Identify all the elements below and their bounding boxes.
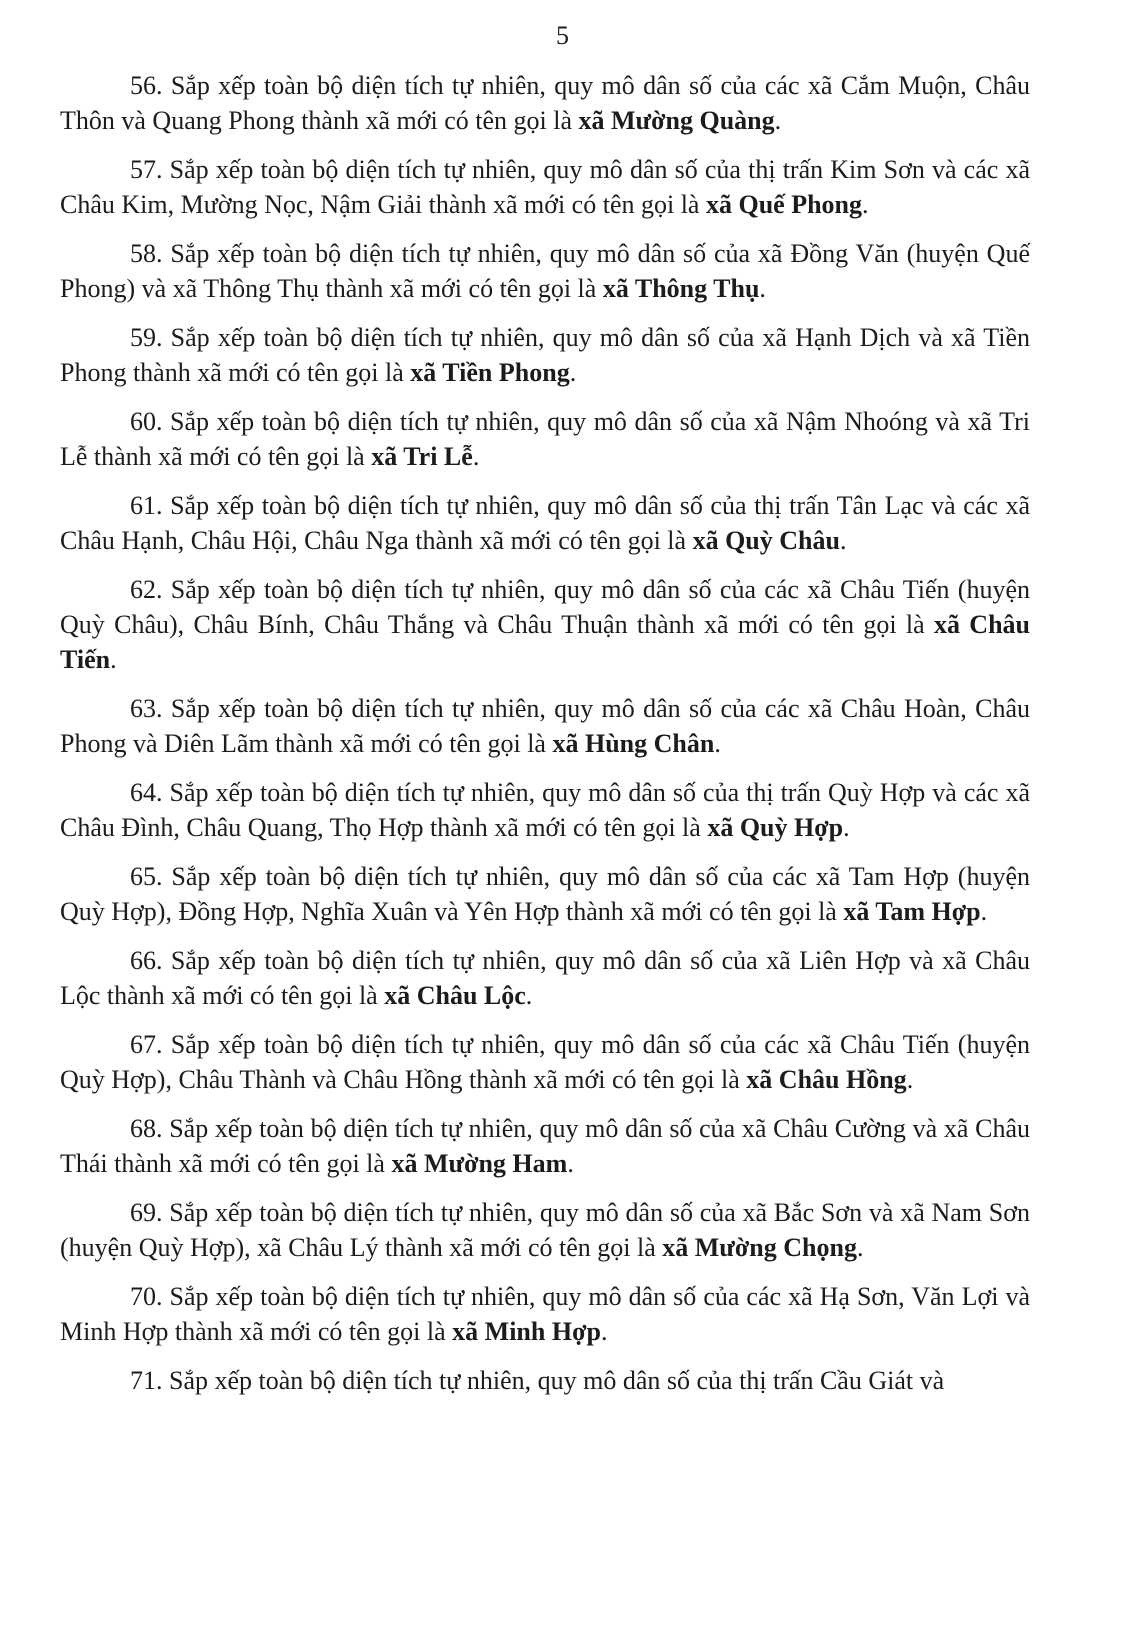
paragraph-71: 71. Sắp xếp toàn bộ diện tích tự nhiên, quy mô dân số của thị trấn Cầu Giát và — [130, 1366, 945, 1395]
paragraph-61: 61. Sắp xếp toàn bộ diện tích tự nhiên, quy mô dân số của thị trấn Tân Lạc và các xã Châu Hạnh, Châu Hội, Châu Nga thành xã mới có tên gọi là xã Quỳ Châu. — [60, 491, 1030, 555]
page-number: 5 — [556, 21, 569, 50]
paragraph-59: 59. Sắp xếp toàn bộ diện tích tự nhiên, quy mô dân số của xã Hạnh Dịch và xã Tiền Phong thành xã mới có tên gọi là xã Tiền Phong. — [60, 323, 1030, 387]
paragraph-57: 57. Sắp xếp toàn bộ diện tích tự nhiên, quy mô dân số của thị trấn Kim Sơn và các xã Châu Kim, Mường Nọc, Nậm Giải thành xã mới có tên gọi là xã Quế Phong. — [60, 155, 1030, 219]
paragraph-58: 58. Sắp xếp toàn bộ diện tích tự nhiên, quy mô dân số của xã Đồng Văn (huyện Quế Phong) và xã Thông Thụ thành xã mới có tên gọi là xã Thông Thụ. — [60, 239, 1030, 303]
paragraph-65: 65. Sắp xếp toàn bộ diện tích tự nhiên, quy mô dân số của các xã Tam Hợp (huyện Quỳ Hợp), Đồng Hợp, Nghĩa Xuân và Yên Hợp thành xã mới có tên gọi là xã Tam Hợp. — [60, 862, 1030, 926]
paragraph-64: 64. Sắp xếp toàn bộ diện tích tự nhiên, quy mô dân số của thị trấn Quỳ Hợp và các xã Châu Đình, Châu Quang, Thọ Hợp thành xã mới có tên gọi là xã Quỳ Hợp. — [60, 778, 1030, 842]
paragraph-67: 67. Sắp xếp toàn bộ diện tích tự nhiên, quy mô dân số của các xã Châu Tiến (huyện Quỳ Hợp), Châu Thành và Châu Hồng thành xã mới có tên gọi là xã Châu Hồng. — [60, 1030, 1030, 1094]
paragraph-63: 63. Sắp xếp toàn bộ diện tích tự nhiên, quy mô dân số của các xã Châu Hoàn, Châu Phong và Diên Lãm thành xã mới có tên gọi là xã Hùng Chân. — [60, 694, 1030, 758]
paragraph-62: 62. Sắp xếp toàn bộ diện tích tự nhiên, quy mô dân số của các xã Châu Tiến (huyện Quỳ Châu), Châu Bính, Châu Thắng và Châu Thuận thành xã mới có tên gọi là xã Châu Tiến. — [60, 575, 1030, 674]
paragraph-70: 70. Sắp xếp toàn bộ diện tích tự nhiên, quy mô dân số của các xã Hạ Sơn, Văn Lợi và Minh Hợp thành xã mới có tên gọi là xã Minh Hợp. — [60, 1282, 1030, 1346]
paragraph-69: 69. Sắp xếp toàn bộ diện tích tự nhiên, quy mô dân số của xã Bắc Sơn và xã Nam Sơn (huyện Quỳ Hợp), xã Châu Lý thành xã mới có tên gọi là xã Mường Chọng. — [60, 1198, 1030, 1262]
paragraph-68: 68. Sắp xếp toàn bộ diện tích tự nhiên, quy mô dân số của xã Châu Cường và xã Châu Thái thành xã mới có tên gọi là xã Mường Ham. — [60, 1114, 1030, 1178]
paragraph-66: 66. Sắp xếp toàn bộ diện tích tự nhiên, quy mô dân số của xã Liên Hợp và xã Châu Lộc thành xã mới có tên gọi là xã Châu Lộc. — [60, 946, 1030, 1010]
document-body — [60, 68, 1030, 1412]
paragraph-60: 60. Sắp xếp toàn bộ diện tích tự nhiên, quy mô dân số của xã Nậm Nhoóng và xã Tri Lễ thành xã mới có tên gọi là xã Tri Lễ. — [60, 407, 1030, 471]
paragraph-56: 56. Sắp xếp toàn bộ diện tích tự nhiên, quy mô dân số của các xã Cắm Muộn, Châu Thôn và Quang Phong thành xã mới có tên gọi là xã Mường Quàng. — [60, 71, 1030, 135]
